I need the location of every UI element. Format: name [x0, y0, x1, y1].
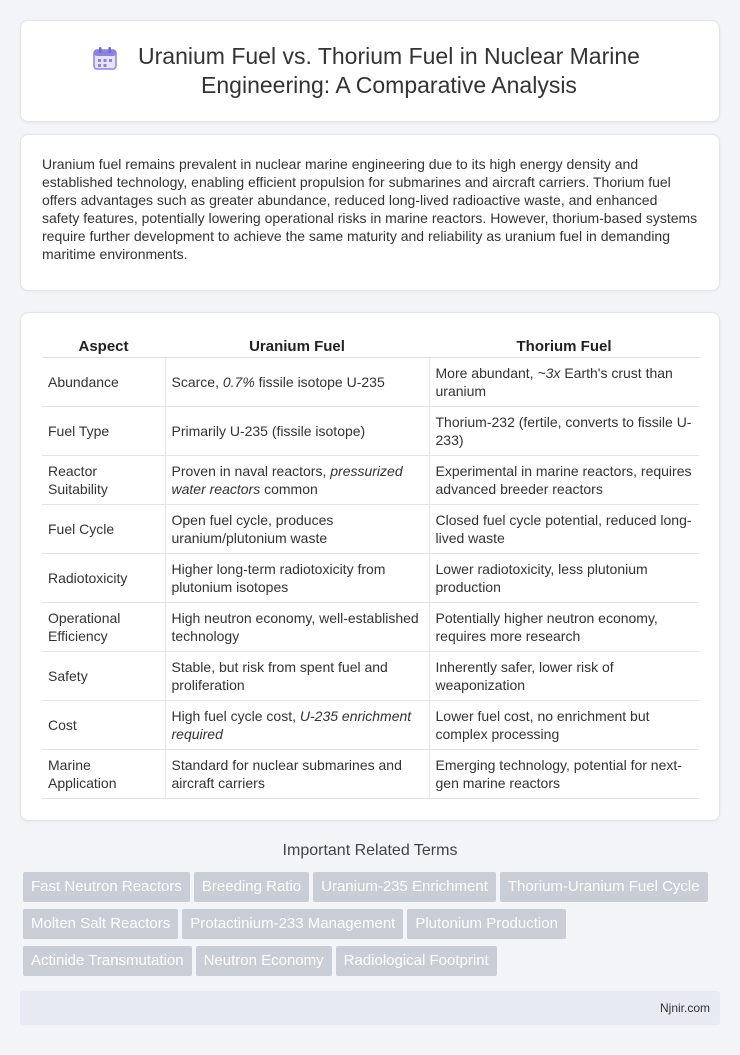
cell-text-segment: Standard for nuclear submarines and aircraft carriers	[171, 756, 402, 791]
table-header-row	[42, 333, 699, 357]
cell-uranium	[165, 455, 429, 504]
related-terms-list	[23, 872, 723, 983]
footer	[20, 991, 720, 1025]
cell-text-segment: Thorium-232 (fertile, converts to fissile U-233)	[435, 413, 692, 448]
cell-text-segment: More abundant,	[435, 364, 538, 381]
intro-paragraph: Uranium fuel remains prevalent in nuclear marine engineering due to its high energy density and established technology, enabling efficient propulsion for submarines and aircraft carriers. Thorium fuel offers advantages such as greater abundance, reduced long-lived radioactive waste, and enhanced safety features, potentially lowering operational risks in marine reactors. However, thorium-based systems require further development to achieve the same maturity and reliability as uranium fuel in demanding maritime environments.	[42, 156, 698, 262]
table-row	[42, 455, 699, 504]
cell-thorium	[429, 406, 699, 455]
cell-text-segment: common	[260, 480, 318, 497]
cell-thorium	[429, 357, 699, 406]
cell-aspect: Safety	[42, 651, 165, 700]
cell-uranium	[165, 406, 429, 455]
cell-text-segment: Emerging technology, potential for next-gen marine reactors	[435, 756, 682, 791]
title-card	[20, 20, 720, 122]
cell-thorium	[429, 749, 699, 798]
cell-uranium	[165, 749, 429, 798]
cell-text-segment: Proven in naval reactors,	[171, 462, 331, 479]
table-body	[42, 357, 699, 798]
comparison-table-card	[20, 312, 720, 821]
table-row	[42, 700, 699, 749]
cell-aspect: Operational Efficiency	[42, 602, 165, 651]
intro-card	[20, 134, 720, 291]
cell-text-segment: Experimental in marine reactors, requires advanced breeder reactors	[435, 462, 692, 497]
cell-thorium	[429, 553, 699, 602]
related-term-tag[interactable]: Actinide Transmutation	[23, 946, 192, 976]
header-uranium: Uranium Fuel	[165, 333, 429, 357]
cell-thorium	[429, 651, 699, 700]
cell-text-segment: Open fuel cycle, produces uranium/plutonium waste	[171, 511, 334, 546]
cell-text-segment: Lower fuel cost, no enrichment but complex processing	[435, 707, 650, 742]
cell-text-segment: Stable, but risk from spent fuel and proliferation	[171, 658, 388, 693]
cell-text-segment: Earth's crust than uranium	[435, 364, 673, 399]
footer-site[interactable]: Njnir.com	[659, 1001, 710, 1015]
cell-text-segment: ~3x	[537, 364, 561, 381]
cell-thorium	[429, 700, 699, 749]
related-term-tag[interactable]: Protactinium-233 Management	[182, 909, 403, 939]
table-row	[42, 749, 699, 798]
cell-text-segment: U-235 enrichment required	[171, 707, 412, 742]
cell-text-segment: Inherently safer, lower risk of weaponization	[435, 658, 614, 693]
cell-aspect: Cost	[42, 700, 165, 749]
related-term-tag[interactable]: Uranium-235 Enrichment	[313, 872, 496, 902]
cell-aspect: Fuel Cycle	[42, 504, 165, 553]
cell-aspect: Fuel Type	[42, 406, 165, 455]
table-row	[42, 504, 699, 553]
cell-uranium	[165, 700, 429, 749]
cell-text-segment: High fuel cycle cost,	[171, 707, 300, 724]
related-term-tag[interactable]: Breeding Ratio	[194, 872, 309, 902]
cell-aspect: Reactor Suitability	[42, 455, 165, 504]
cell-aspect: Marine Application	[42, 749, 165, 798]
cell-uranium	[165, 504, 429, 553]
comparison-table	[42, 333, 699, 799]
cell-text-segment: 0.7%	[222, 373, 255, 390]
cell-aspect: Radiotoxicity	[42, 553, 165, 602]
cell-thorium	[429, 602, 699, 651]
related-term-tag[interactable]: Fast Neutron Reactors	[23, 872, 190, 902]
cell-text-segment: Primarily U-235 (fissile isotope)	[171, 422, 366, 439]
cell-uranium	[165, 602, 429, 651]
cell-text-segment: High neutron economy, well-established technology	[171, 609, 419, 644]
related-term-tag[interactable]: Radiological Footprint	[336, 946, 497, 976]
related-term-tag[interactable]: Plutonium Production	[407, 909, 566, 939]
cell-text-segment: Scarce,	[171, 373, 223, 390]
table-row	[42, 553, 699, 602]
table-row	[42, 357, 699, 406]
related-term-tag[interactable]: Molten Salt Reactors	[23, 909, 178, 939]
table-row	[42, 651, 699, 700]
cell-text-segment: Lower radiotoxicity, less plutonium production	[435, 560, 648, 595]
cell-text-segment: Potentially higher neutron economy, requires more research	[435, 609, 658, 644]
calendar-icon	[91, 44, 119, 72]
related-terms-heading: Important Related Terms	[282, 842, 458, 859]
header-thorium: Thorium Fuel	[429, 333, 699, 357]
table-row	[42, 602, 699, 651]
cell-thorium	[429, 504, 699, 553]
cell-text-segment: pressurized water reactors	[171, 462, 403, 497]
cell-uranium	[165, 357, 429, 406]
cell-aspect: Abundance	[42, 357, 165, 406]
related-term-tag[interactable]: Neutron Economy	[196, 946, 332, 976]
cell-text-segment: fissile isotope U-235	[254, 373, 385, 390]
cell-uranium	[165, 651, 429, 700]
cell-text-segment: Higher long-term radiotoxicity from plutonium isotopes	[171, 560, 386, 595]
related-term-tag[interactable]: Thorium-Uranium Fuel Cycle	[500, 872, 708, 902]
table-row	[42, 406, 699, 455]
cell-thorium	[429, 455, 699, 504]
cell-uranium	[165, 553, 429, 602]
cell-text-segment: Closed fuel cycle potential, reduced long-lived waste	[435, 511, 692, 546]
header-aspect: Aspect	[42, 333, 165, 357]
page-title: Uranium Fuel vs. Thorium Fuel in Nuclear Marine Engineering: A Comparative Analysis	[138, 43, 640, 98]
